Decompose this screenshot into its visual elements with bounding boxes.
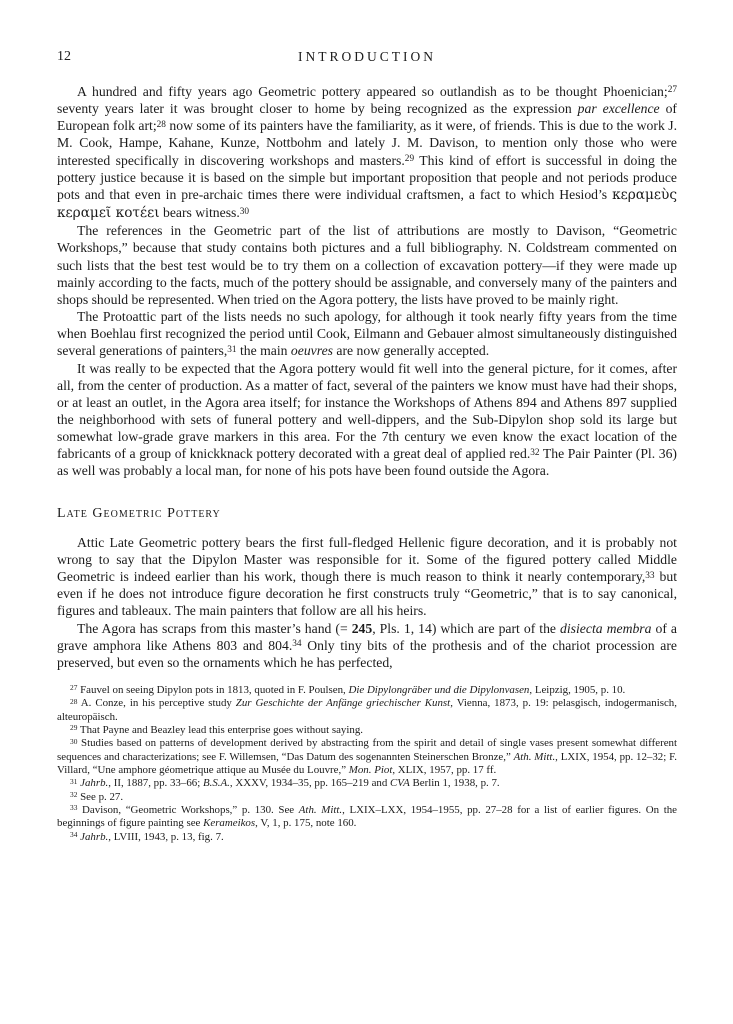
footnote: $^{29}$ That Payne and Beazley lead this enterprise goes without saying. [70, 723, 364, 737]
paragraph: The references in the Geometric part of the list of attributions are mostly to Davison, “Geometric Workshops,” because that study contains both pictures and a full bibliography. N. Coldstream commented on such lists that the best test would be to try them on a collection of excavation pottery—if they were made up mainly according to the facts, much of the pottery should be assignable, and conversely many of the painters and shops should be represented. When tried on the Agora pottery, the lists have proved to be mainly right. [57, 223, 677, 307]
paragraph: It was really to be expected that the Agora pottery would fit well into the general picture, for it comes, after all, from the center of production. As a matter of fact, several of the painters we know must have had their shops, or at least an outlet, in the Agora area itself; for instance the Workshops of Athens 894 and Athens 897 supplied the neighborhood with sets of funeral pottery and well-dippers, and the Sub-Dipylon shop sold its large but somewhat low-grade grave markers in this area. For the 7th century we even know the exact location of the fabricants of a group of knickknack pottery decorated with a great deal of applied red.$^{32}$ The Pair Painter (Pl. 36) as well was probably a local man, for none of his pots have been found outside the Agora. [57, 360, 677, 479]
footnote: $^{34}$ Jahrb., LVIII, 1943, p. 13, fig. 7. [70, 829, 224, 843]
footnote: $^{30}$ Studies based on patterns of development derived by abstracting from the spirit and detail of single vases present somewhat different sequences and characterizations; see F. Willemsen, “Das Datum des sogenannten Steinerschen Bronze,” Ath. Mitt., LXIX, 1954, pp. 12–32; F. Villard, “Une amphore géometrique attique au Musée du Louvre,” Mon. Piot, XLIX, 1957, pp. 17 ff. [57, 736, 678, 777]
running-title: INTRODUCTION [298, 49, 436, 64]
footnote: $^{33}$ Davison, “Geometric Workshops,” p. 130. See Ath. Mitt., LXIX–LXX, 1954–1955, pp. 27–28 for a list of earlier figures. On the beginnings of figure painting see Kerameikos, V, 1, p. 175, note 160. [57, 803, 677, 830]
footnote: $^{27}$ Fauvel on seeing Dipylon pots in 1813, quoted in F. Poulsen, Die Dipylongräber und die Dipylonvasen, Leipzig, 1905, p. 10. [70, 683, 626, 696]
footnote: $^{32}$ See p. 27. [70, 789, 124, 803]
page-body [57, 83, 677, 671]
footnote: $^{28}$ A. Conze, in his perceptive study Zur Geschichte der Anfänge griechischer Kunst, Vienna, 1873, p. 19: pelasgisch, indogermanisch, alteuropäisch. [57, 696, 677, 723]
paragraph: A hundred and fifty years ago Geometric pottery appeared so outlandish as to be thought Phoenician;$^{27}$ seventy years later it was brought closer to home by being recognized as the expression par excellence of European folk art;$^{28}$ now some of its painters have the familiarity, as it were, of friends. This is due to the work J. M. Cook, Hampe, Kahane, Kunze, Nottbohm and lately J. M. Davison, to mention only those who were interested specifically in discovering workshops and masters.$^{29}$ This kind of effort is successful in doing the pottery justice because it is based on the simple but important proposition that people and not periods produce pots and that even in pre-archaic times there were individual craftsmen, a fact to which Hesiod’s κεραμεὺς κεραμεῖ κοτέει bears witness.$^{30}$ [57, 84, 678, 222]
paragraph: The Protoattic part of the lists needs no such apology, for although it took nearly fifty years from the time when Boehlau first recognized the period until Cook, Eilmann and Gebauer almost simultaneously distinguished several generations of painters,$^{31}$ the main oeuvres are now generally accepted. [57, 309, 677, 359]
page-number: 12 [57, 49, 71, 64]
section-heading: Late Geometric Pottery [57, 505, 221, 521]
footnotes-section [57, 684, 677, 844]
paragraph: The Agora has scraps from this master’s hand (= 245, Pls. 1, 14) which are part of the disiecta membra of a grave amphora like Athens 803 and 804.34 Only tiny bits of the prothesis and of the chariot procession are preserved, but even so the ornaments which he has perfected, [57, 620, 677, 670]
paragraph: Attic Late Geometric pottery bears the first full-fledged Hellenic figure decoration, and it is probably not wrong to say that the Dipylon Master was responsible for it. Some of the figured pottery called Middle Geometric is indeed earlier than his work, though there is much reason to think it nearly contemporary,$^{33}$ but even if he does not introduce figure decoration he first constructs truly “Geometric,” that is to say canonical, figures and tableaux. The main painters that follow are all his heirs. [57, 534, 677, 619]
footnote: $^{31}$ Jahrb., II, 1887, pp. 33–66; B.S.A., XXXV, 1934–35, pp. 165–219 and CVA Berlin 1, 1938, p. 7. [70, 776, 500, 790]
page-header [57, 49, 677, 67]
